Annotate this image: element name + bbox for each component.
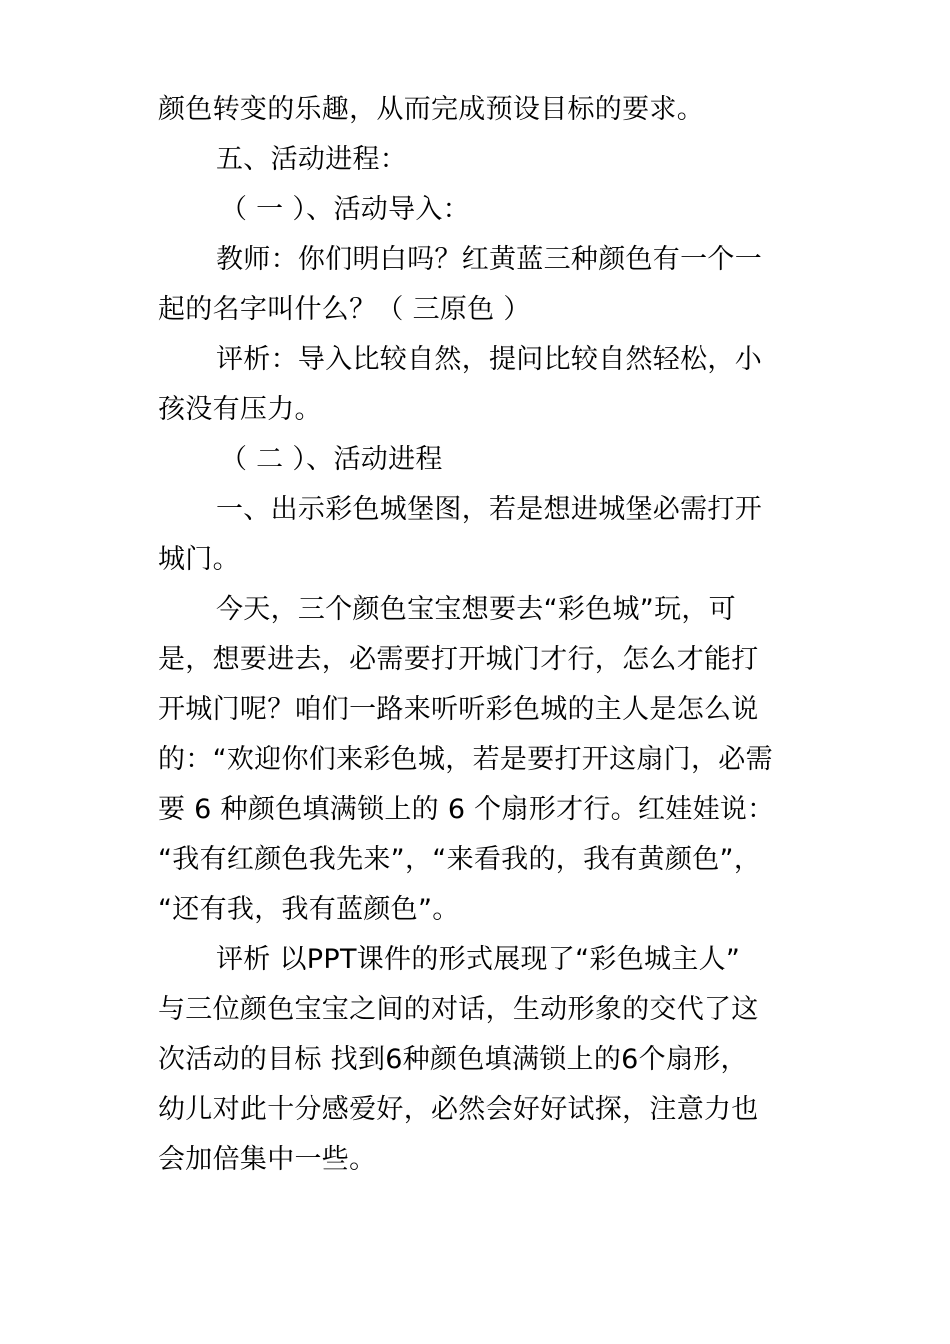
paragraph-line: 孩没有压力。: [158, 394, 322, 425]
subsection-heading-intro: （ 一 ）、活动导入：: [220, 194, 470, 225]
paragraph-line: 要 6 种颜色填满锁上的 6 个扇形才行。红娃娃说：: [158, 794, 775, 825]
paragraph-line: “我有红颜色我先来”，“来看我的，我有黄颜色”，: [158, 844, 762, 875]
paragraph-line: 是，想要进去，必需要打开城门才行，怎么才能打: [158, 644, 759, 675]
subsection-heading-process: （ 二 ）、活动进程: [220, 444, 443, 475]
paragraph-line: 开城门呢？咱们一路来听听彩色城的主人是怎么说: [158, 694, 759, 725]
paragraph-line-teacher: 教师：你们明白吗？红黄蓝三种颜色有一个一: [216, 244, 762, 275]
paragraph-line-comment: 评析：导入比较自然，提问比较自然轻松，小: [216, 344, 762, 375]
paragraph-line-story: 今天，三个颜色宝宝想要去“彩色城”玩，可: [216, 594, 736, 625]
paragraph-line: 起的名字叫什么？（ 三原色 ）: [158, 294, 531, 325]
paragraph-line: 与三位颜色宝宝之间的对话，生动形象的交代了这: [158, 994, 759, 1025]
paragraph-line: 城门。: [158, 544, 240, 575]
paragraph-line-continuation: 颜色转变的乐趣，从而完成预设目标的要求。: [158, 94, 704, 125]
paragraph-line: 的：“欢迎你们来彩色城，若是要打开这扇门，必需: [158, 744, 773, 775]
paragraph-line: “还有我，我有蓝颜色”。: [158, 894, 460, 925]
paragraph-line: 幼儿对此十分感爱好，必然会好好试探，注意力也: [158, 1094, 759, 1125]
paragraph-line: 次活动的目标 找到6种颜色填满锁上的6个扇形，: [158, 1044, 748, 1075]
paragraph-line: 会加倍集中一些。: [158, 1144, 377, 1175]
document-body: [158, 85, 798, 1185]
section-heading-activity-process: 五、活动进程：: [216, 144, 408, 175]
paragraph-line-comment: 评析 以PPT课件的形式展现了“彩色城主人”: [216, 944, 741, 975]
paragraph-line-step-one: 一、出示彩色城堡图，若是想进城堡必需打开: [216, 494, 762, 525]
